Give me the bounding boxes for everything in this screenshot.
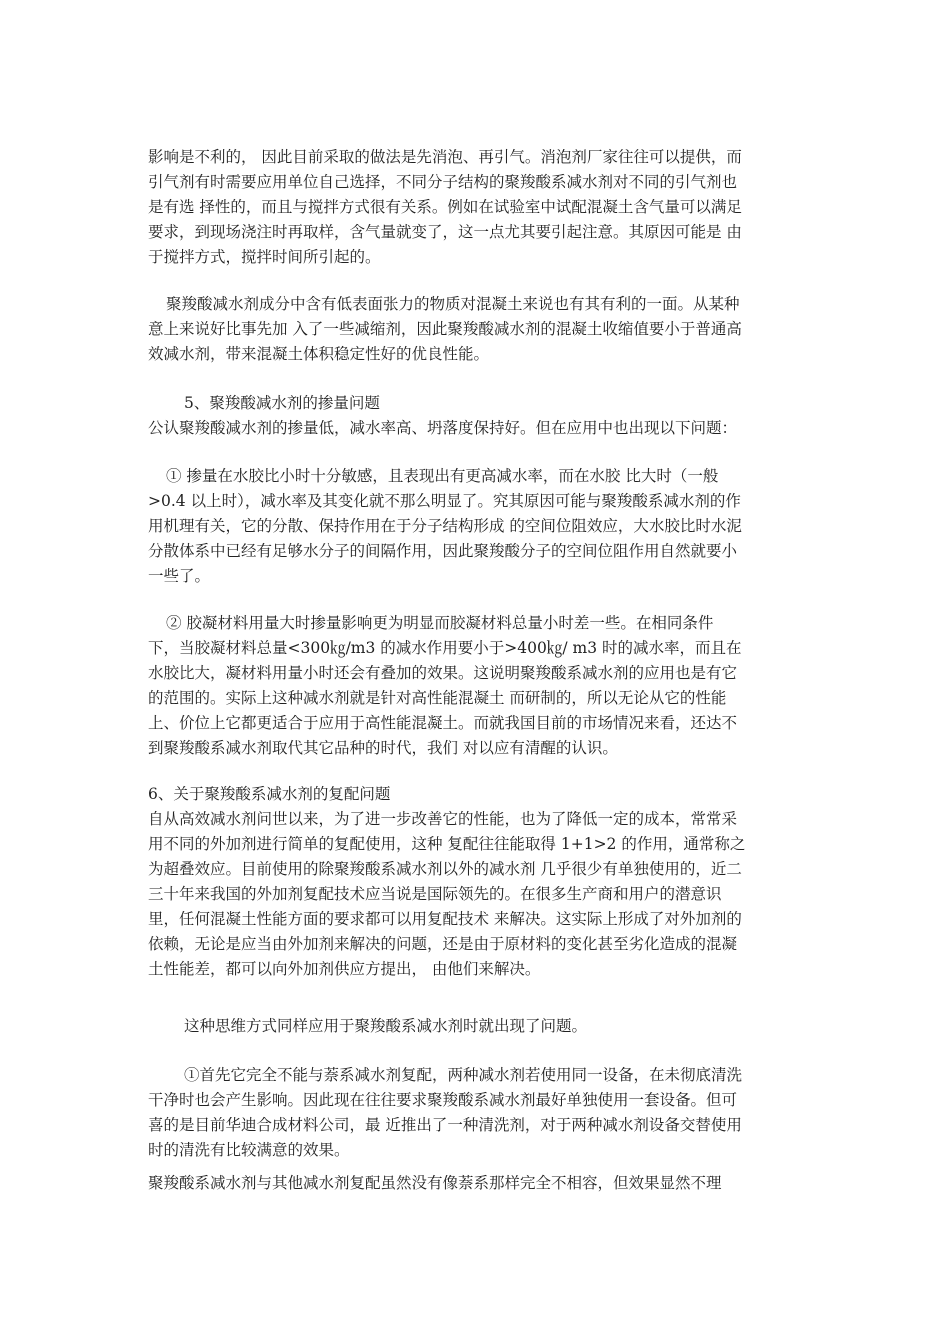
text-line: 喜的是目前华迪合成材料公司，最 近推出了一种清洗剂，对于两种减水剂设备交替使用	[148, 1116, 742, 1134]
text-line: ①首先它完全不能与萘系减水剂复配，两种减水剂若使用同一设备，在未彻底清洗	[184, 1066, 743, 1084]
paragraph-issue-1	[148, 464, 808, 589]
text-line: 聚羧酸减水剂成分中含有低表面张力的物质对混凝土来说也有其有利的一面。从某种	[166, 295, 740, 313]
text-line: 用机理有关，它的分散、保持作用在于分子结构形成 的空间位阻效应，大水胶比时水泥	[148, 517, 742, 535]
text-line: 水胶比大，凝材料用量小时还会有叠加的效果。这说明聚羧酸系减水剂的应用也是有它	[148, 664, 738, 682]
text-line: 到聚羧酸系减水剂取代其它品种的时代，我们 对以应有清醒的认识。	[148, 739, 618, 757]
text-line: 下，当胶凝材料总量<300㎏/m3 的减水作用要小于>400㎏/ m3 时的减水率，而且在	[148, 639, 742, 657]
text-line: 公认聚羧酸减水剂的掺量低，减水率高、坍落度保持好。但在应用中也出现以下问题：	[148, 419, 738, 437]
text-line: 用不同的外加剂进行简单的复配使用，这种 复配往往能取得 1+1>2 的作用，通常称之	[148, 835, 746, 853]
text-line: 于搅拌方式，搅拌时间所引起的。	[148, 248, 381, 266]
paragraph-thinking	[148, 1014, 808, 1039]
section-heading: 5、聚羧酸减水剂的掺量问题	[184, 394, 380, 412]
paragraph-defoaming	[148, 145, 808, 270]
text-line: 为超叠效应。目前使用的除聚羧酸系减水剂以外的减水剂 几乎很少有单独使用的，近二	[148, 860, 742, 878]
text-line: 引气剂有时需要应用单位自己选择，不同分子结构的聚羧酸系减水剂对不同的引气剂也	[148, 173, 738, 191]
text-line: 干净时也会产生影响。因此现在往往要求聚羧酸系减水剂最好单独使用一套设备。但可	[148, 1091, 738, 1109]
text-line: 影响是不利的， 因此目前采取的做法是先消泡、再引气。消泡剂厂家往往可以提供，而	[148, 148, 742, 166]
text-line: 是有选 择性的，而且与搅拌方式很有关系。例如在试验室中试配混凝土含气量可以满足	[148, 198, 742, 216]
paragraph-issue-2	[148, 611, 808, 761]
text-line: ① 掺量在水胶比小时十分敏感，且表现出有更高减水率，而在水胶 比大时（一般	[166, 467, 719, 485]
text-line: 时的清洗有比较满意的效果。	[148, 1141, 350, 1159]
text-line: 三十年来我国的外加剂复配技术应当说是国际领先的。在很多生产商和用户的潜意识	[148, 885, 722, 903]
text-line: 土性能差，都可以向外加剂供应方提出， 由他们来解决。	[148, 960, 541, 978]
text-line: ② 胶凝材料用量大时掺量影响更为明显而胶凝材料总量小时差一些。在相同条件	[166, 614, 714, 632]
text-line: 意上来说好比事先加 入了一些减缩剂，因此聚羧酸减水剂的混凝土收缩值要小于普通高	[148, 320, 742, 338]
text-line: 的范围的。实际上这种减水剂就是针对高性能混凝土 而研制的，所以无论从它的性能	[148, 689, 727, 707]
paragraph-naphthalene	[148, 1063, 808, 1163]
text-line: 上、价位上它都更适合于应用于高性能混凝土。而就我国目前的市场情况来看，还达不	[148, 714, 738, 732]
text-line: 聚羧酸系减水剂与其他减水剂复配虽然没有像萘系那样完全不相容，但效果显然不理	[148, 1174, 722, 1192]
text-line: 这种思维方式同样应用于聚羧酸系减水剂时就出现了问题。	[184, 1017, 588, 1035]
paragraph-shrinkage	[148, 292, 808, 367]
text-line: 一些了。	[148, 567, 211, 585]
text-line: 效减水剂，带来混凝土体积稳定性好的优良性能。	[148, 345, 490, 363]
text-line: 要求，到现场浇注时再取样，含气量就变了，这一点尤其要引起注意。其原因可能是 由	[148, 223, 742, 241]
text-line: 自从高效减水剂问世以来，为了进一步改善它的性能，也为了降低一定的成本，常常采	[148, 810, 738, 828]
section-6	[148, 782, 808, 982]
text-line: 分散体系中已经有足够水分子的间隔作用，因此聚羧酸分子的空间位阻作用自然就要小	[148, 542, 738, 560]
text-line: 里，任何混凝土性能方面的要求都可以用复配技术 来解决。这实际上形成了对外加剂的	[148, 910, 742, 928]
section-5	[148, 391, 808, 441]
section-heading: 6、关于聚羧酸系减水剂的复配问题	[148, 785, 391, 803]
text-line: 依赖，无论是应当由外加剂来解决的问题，还是由于原材料的变化甚至劣化造成的混凝	[148, 935, 738, 953]
paragraph-other-compounding	[148, 1171, 808, 1196]
text-line: >0.4 以上时），减水率及其变化就不那么明显了。究其原因可能与聚羧酸系减水剂的作	[148, 492, 741, 510]
